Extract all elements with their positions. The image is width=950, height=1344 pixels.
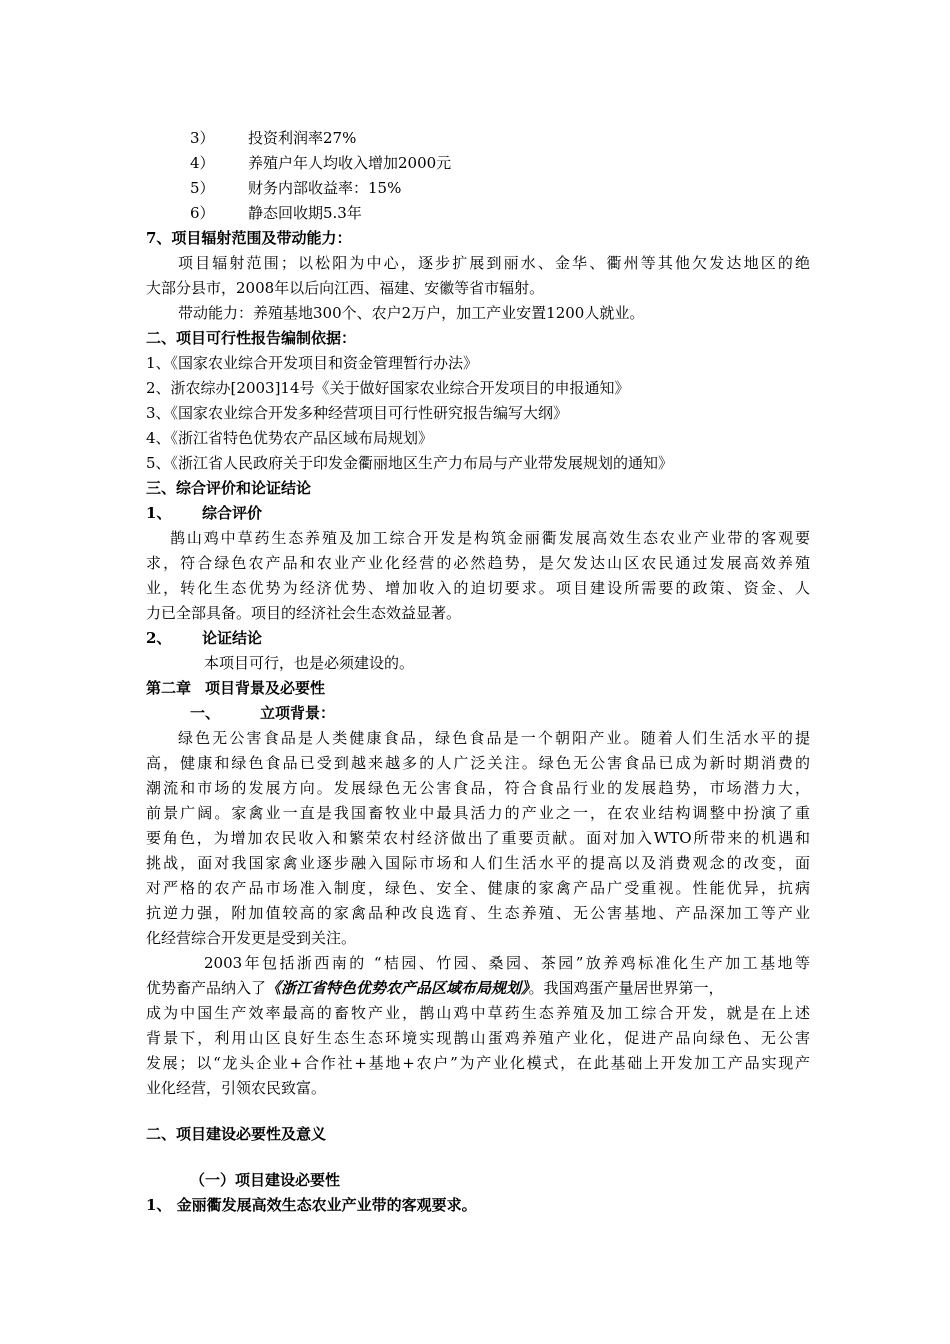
paragraph-line: 项目辐射范围；以松阳为中心，逐步扩展到丽水、金华、衢州等其他欠发达地区的绝	[178, 254, 810, 272]
paragraph-line: 抗逆力强，附加值较高的家禽品种改良选育、生态养殖、无公害基地、产品深加工等产业	[146, 904, 810, 922]
list-item: 3） 投资利润率27%	[190, 129, 357, 147]
paragraph-line: 绿色无公害食品是人类健康食品，绿色食品是一个朝阳产业。随着人们生活水平的提	[178, 729, 810, 747]
subsection-heading: （一）项目建设必要性	[190, 1171, 341, 1189]
paragraph-line: 高，健康和绿色食品已受到越来越多的人广泛关注。绿色无公害食品已成为新时期消费的	[146, 754, 810, 772]
paragraph-line: 鹊山鸡中草药生态养殖及加工综合开发是构筑金丽衢发展高效生态农业产业带的客观要	[170, 529, 810, 547]
paragraph-line: 要角色，为增加农民收入和繁荣农村经济做出了重要贡献。面对加入WTO所带来的机遇和	[146, 829, 810, 847]
paragraph-line: 背景下，利用山区良好生态生态环境实现鹊山蛋鸡养殖产业化，促进产品向绿色、无公害	[146, 1029, 810, 1047]
paragraph-line: 业，转化生态优势为经济优势、增加收入的迫切要求。项目建设所需要的政策、资金、人	[146, 579, 810, 597]
paragraph-line: 本项目可行，也是必须建设的。	[204, 654, 415, 672]
section-heading: 7、项目辐射范围及带动能力：	[146, 229, 352, 247]
list-item: 1、《国家农业综合开发项目和资金管理暂行办法》	[146, 354, 479, 372]
list-item: 4） 养殖户年人均收入增加2000元	[190, 154, 452, 172]
paragraph-line: 对严格的农产品市场准入制度，绿色、安全、健康的家禽产品广受重视。性能优异，抗病	[146, 879, 810, 897]
chapter-title: 第二章 项目背景及必要性	[146, 679, 326, 697]
list-item: 5） 财务内部收益率：15%	[190, 179, 402, 197]
list-item: 5、《浙江省人民政府关于印发金衢丽地区生产力布局与产业带发展规划的通知》	[146, 454, 674, 472]
list-item: 6） 静态回收期5.3年	[190, 204, 362, 222]
paragraph-line: 2003年包括浙西南的 “桔园、竹园、桑园、茶园”放养鸡标准化生产加工基地等	[204, 954, 810, 972]
subsection-heading: 1、 综合评价	[146, 504, 263, 522]
paragraph-line: 化经营综合开发更是受到关注。	[146, 929, 357, 947]
subsection-heading: 一、 立项背景：	[190, 704, 336, 722]
list-item: 3、《国家农业综合开发多种经营项目可行性研究报告编写大纲》	[146, 404, 569, 422]
paragraph-line: 潮流和市场的发展方向。发展绿色无公害食品，符合食品行业的发展趋势，市场潜力大，	[146, 779, 810, 797]
subsection-heading: 2、 论证结论	[146, 629, 263, 647]
paragraph-line: 挑战，面对我国家禽业逐步融入国际市场和人们生活水平的提高以及消费观念的改变，面	[146, 854, 810, 872]
list-item: 4、《浙江省特色优势农产品区域布局规划》	[146, 429, 434, 447]
section-heading: 三、综合评价和论证结论	[146, 479, 312, 497]
paragraph-line: 前景广阔。家禽业一直是我国畜牧业中最具活力的产业之一，在农业结构调整中扮演了重	[146, 804, 810, 822]
list-item: 2、浙农综办[2003]14号《关于做好国家农业综合开发项目的申报通知》	[146, 379, 630, 397]
paragraph-line: 优势畜产品纳入了《浙江省特色优势农产品区域布局规划》。我国鸡蛋产量居世界第一，	[146, 979, 724, 997]
paragraph-line: 业化经营，引领农民致富。	[146, 1079, 327, 1097]
paragraph-line: 大部分县市，2008年以后向江西、福建、安徽等省市辐射。	[146, 279, 545, 297]
section-heading: 二、项目建设必要性及意义	[146, 1125, 327, 1143]
paragraph-line: 成为中国生产效率最高的畜牧产业，鹊山鸡中草药生态养殖及加工综合开发，就是在上述	[146, 1004, 810, 1022]
section-heading: 二、项目可行性报告编制依据：	[146, 329, 357, 347]
subsection-heading: 1、 金丽衢发展高效生态农业产业带的客观要求。	[146, 1196, 477, 1214]
paragraph-line: 发展；以“龙头企业+合作社+基地+农户”为产业化模式，在此基础上开发加工产品实现产	[146, 1054, 810, 1072]
paragraph-line: 带动能力：养殖基地300个、农户2万户，加工产业安置1200人就业。	[178, 304, 645, 322]
paragraph-line: 求，符合绿色农产品和农业产业化经营的必然趋势，是欠发达山区农民通过发展高效养殖	[146, 554, 810, 572]
paragraph-line: 力已全部具备。项目的经济社会生态效益显著。	[146, 604, 462, 622]
